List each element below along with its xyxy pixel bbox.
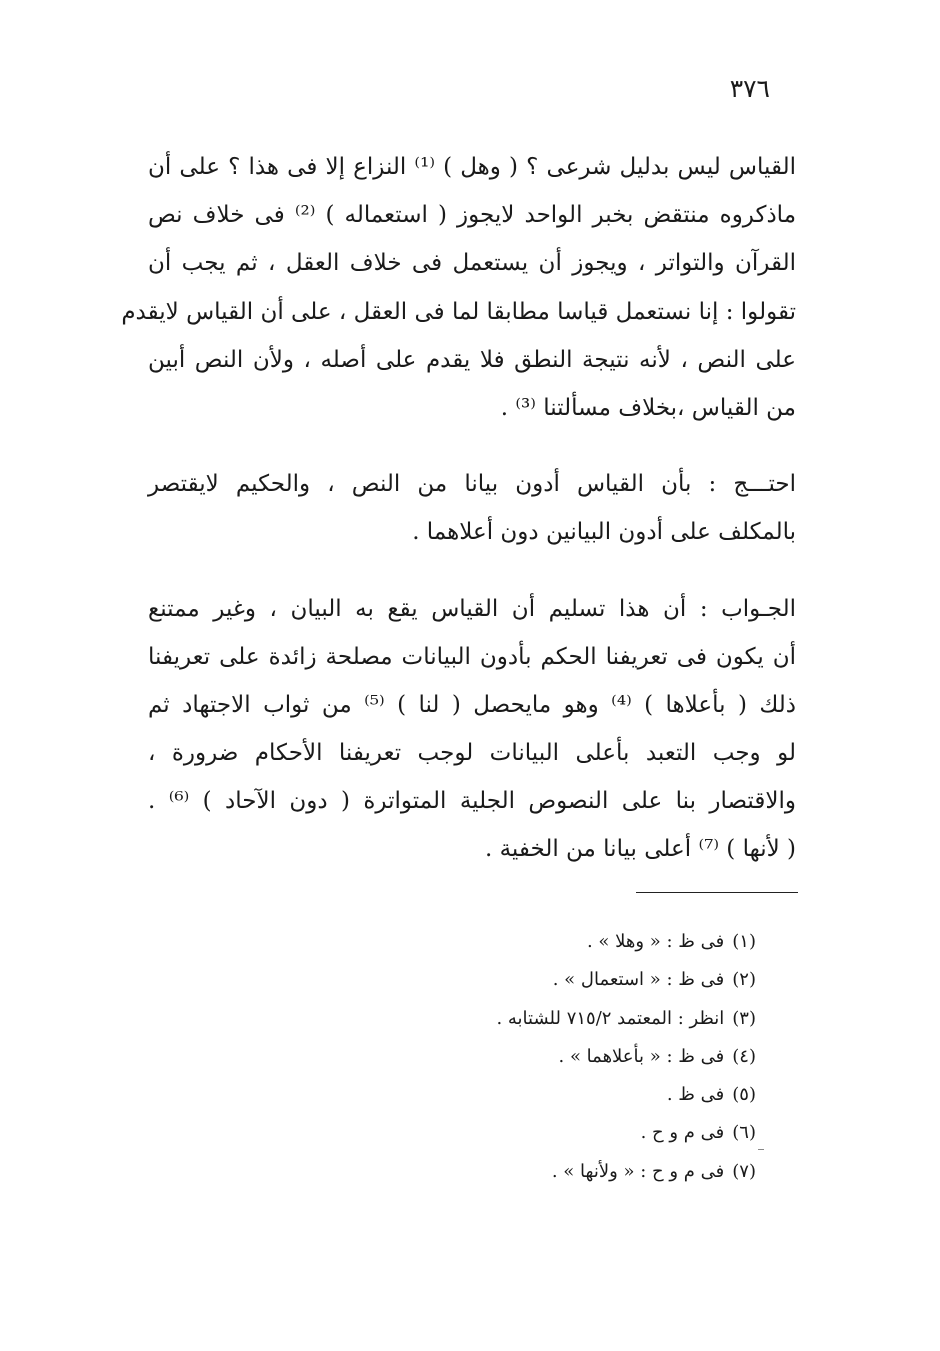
- footnote-text: انظر : المعتمد ٧١٥/٢ للشتابه .: [496, 1007, 725, 1029]
- footnote-text: فى ظ : « استعمال » .: [552, 969, 725, 991]
- text-line: على النص ، لأنه نتيجة النطق فلا يقدم على أصله ، ولأن النص أبين: [148, 346, 796, 373]
- footnote-item: [300, 1114, 756, 1152]
- text-line: القرآن والتواتر ، ويجوز أن يستعمل فى خلاف العقل ، ثم يجب أن: [148, 250, 796, 277]
- footnote-number: (٧): [732, 1160, 756, 1182]
- text-line: أن يكون فى تعريفنا الحكم بأدون البيانات مصلحة زائدة على تعريفنا: [148, 643, 796, 670]
- footnote-separator: [636, 892, 798, 893]
- footnote-item: [300, 961, 756, 999]
- text-line: القياس ليس بدليل شرعى ؟ ( وهل ) ⁽¹⁾ النزاع إلا فى هذا ؟ على أن: [148, 154, 796, 180]
- footnote-item: [300, 1076, 756, 1114]
- footnote-number: (٦): [732, 1122, 756, 1144]
- text-line: ماذكروه منتقض بخبر الواحد لايجوز ( استعماله ) ⁽²⁾ فى خلاف نص: [148, 202, 797, 229]
- text-line: تقولوا : إنا نستعمل قياسا مطابقا لما فى العقل ، على أن القياس لايقدم: [121, 298, 796, 325]
- footnote-number: (٥): [732, 1084, 756, 1106]
- paragraph: [148, 585, 796, 874]
- text-line: ذلك ( بأعلاها ) ⁽⁴⁾ وهو مايحصل ( لنا ) ⁽⁵⁾ من ثواب الاجتهاد ثم: [148, 691, 797, 718]
- footnote-text: فى ظ .: [666, 1084, 725, 1106]
- footnote-number: (٣): [732, 1007, 756, 1029]
- text-line: احتـــج : بأن القياس أدون بيانا من النص ، والحكيم لايقتصر: [148, 471, 796, 498]
- paragraph: [121, 143, 797, 432]
- text-line: والاقتصار بنا على النصوص الجلية المتواترة ( دون الآحاد ) ⁽⁶⁾ .: [148, 788, 796, 815]
- paragraph: [148, 460, 796, 556]
- footnotes: [300, 923, 756, 1191]
- page-number: ٣٧٦: [729, 74, 770, 103]
- margin-mark: [758, 1149, 764, 1150]
- footnote-text: فى م و ح : « ولأنها » .: [551, 1160, 725, 1182]
- footnote-number: (٢): [732, 969, 756, 991]
- footnote-text: فى ظ : « وهلا » .: [586, 931, 725, 952]
- footnote-item: [300, 1153, 756, 1191]
- text-line: ( لأنها ) ⁽⁷⁾ أعلى بيانا من الخفية .: [484, 836, 796, 863]
- footnote-text: فى م و ح .: [640, 1122, 725, 1144]
- main-text: [121, 143, 797, 902]
- footnote-item: [300, 1000, 756, 1038]
- text-line: الجـواب : أن هذا تسليم أن القياس يقع به البيان ، وغير ممتنع: [148, 595, 796, 622]
- footnote-number: (١): [732, 931, 756, 952]
- footnote-item: [300, 923, 756, 961]
- footnote-number: (٤): [732, 1045, 756, 1067]
- text-line: بالمكلف على أدون البيانين دون أعلاهما .: [412, 519, 796, 546]
- footnote-text: فى ظ : « بأعلاهما » .: [558, 1045, 725, 1067]
- text-line: من القياس ،بخلاف مسألتنا ⁽³⁾ .: [500, 394, 796, 421]
- footnote-item: [300, 1038, 756, 1076]
- text-line: لو وجب التعبد بأعلى البيانات لوجب تعريفنا الأحكام ضرورة ،: [148, 740, 796, 767]
